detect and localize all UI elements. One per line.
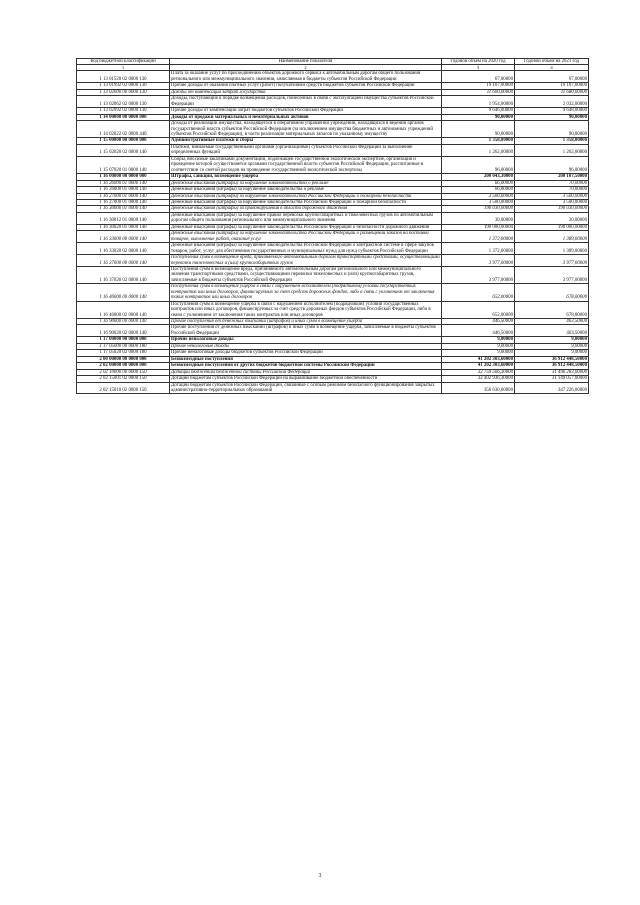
name-cell: Денежные взыскания (штрафы) за правонарушения в области дорожного движения <box>170 206 442 212</box>
value-2021-cell: 1 389,00000 <box>515 243 589 255</box>
page-number: 3 <box>318 873 322 879</box>
code-cell: 1 14 02022 02 0000 440 <box>77 121 170 138</box>
budget-table <box>76 58 589 394</box>
value-2021-cell: 70,00000 <box>515 180 589 186</box>
value-2021-cell: 2 032,00000 <box>515 96 589 108</box>
value-2020-cell: 90,00000 <box>442 121 515 138</box>
header-name: Наименование показателя <box>170 59 442 65</box>
header-2020: Годовой объем на 2020 год <box>442 59 515 65</box>
value-2020-cell: 3 500,00000 <box>442 193 515 199</box>
value-2020-cell: 1 372,00000 <box>442 231 515 243</box>
code-cell: 2 02 15010 02 0000 150 <box>77 382 170 394</box>
table-row <box>77 325 589 337</box>
value-2020-cell: 446,50000 <box>442 319 515 325</box>
code-cell: 2 02 15001 02 0000 150 <box>77 376 170 382</box>
code-cell: 1 16 46000 02 0000 140 <box>77 301 170 318</box>
code-cell: 1 16 27000 01 0000 140 <box>77 199 170 205</box>
table-body <box>77 71 589 394</box>
value-2021-cell: 463,50000 <box>515 325 589 337</box>
table-row <box>77 156 589 173</box>
name-cell: Административные платежи и сборы <box>170 138 442 144</box>
code-cell: 1 16 26000 01 0000 140 <box>77 187 170 193</box>
value-2021-cell: 3 500,00000 <box>515 199 589 205</box>
code-cell: 1 16 46000 00 0000 140 <box>77 284 170 301</box>
name-cell: Денежные взыскания (штрафы) за нарушение законодательства Российской Федерации о размещении заказов на поставки товаров, выполнение работ, оказание услуг <box>170 231 442 243</box>
value-2021-cell: 67,00000 <box>515 71 589 83</box>
name-cell: Безвозмездные поступления от других бюджетов бюджетной системы Российской Федерации <box>170 363 442 369</box>
value-2020-cell: 9 646,00000 <box>442 108 515 114</box>
code-cell: 1 15 07020 01 0000 140 <box>77 156 170 173</box>
value-2021-cell: 3 977,00000 <box>515 266 589 283</box>
name-cell: Денежные взыскания (штрафы) за нарушение законодательства Российской Федерации о пожарной безопасности <box>170 193 442 199</box>
code-cell: 1 17 00000 00 0000 000 <box>77 337 170 343</box>
value-2021-cell: 19 107,00000 <box>515 83 589 89</box>
name-cell: Денежные взыскания (штрафы) за нарушение законодательства Российской Федерации о контрактной системе в сфере закупок товаров, работ, услуг для обеспечения государственных и муниципальных нужд для нужд субъектов Российской Федерации <box>170 243 442 255</box>
code-cell: 1 13 02062 02 0000 130 <box>77 96 170 108</box>
name-cell: Дотации бюджетам субъектов Российской Федерации на выравнивание бюджетной обеспеченности <box>170 376 442 382</box>
value-2020-cell: 3 977,00000 <box>442 266 515 283</box>
header-2021: Годовой объем на 2021 год <box>515 59 589 65</box>
table-row <box>77 96 589 108</box>
code-cell: 1 16 90000 00 0000 140 <box>77 319 170 325</box>
value-2021-cell: 11 680,00000 <box>515 89 589 95</box>
value-2021-cell: 9,00000 <box>515 337 589 343</box>
value-2020-cell: 652,00000 <box>442 284 515 301</box>
value-2021-cell: 1 358,00000 <box>515 138 589 144</box>
value-2021-cell: 3 500,00000 <box>515 193 589 199</box>
table-row <box>77 284 589 301</box>
name-cell: Доходы, поступающие в порядке возмещения расходов, понесенных в связи с эксплуатацией имущества субъектов Российской Федерации <box>170 96 442 108</box>
name-cell: Доходы от реализации имущества, находящегося в оперативном управлении учреждений, находящихся в ведении органов государственной власти субъектов Российской Федерации (за исключением имущества бюджетных и автономных учреждений субъектов Российской Федерации), в части реализации материальных запасов по указанному имуществу <box>170 121 442 138</box>
value-2021-cell: 200 107,50000 <box>515 174 589 180</box>
name-cell: Прочие поступления от денежных взысканий (штрафов) и иных сумм в возмещение ущерба <box>170 319 442 325</box>
value-2021-cell: 70,00000 <box>515 187 589 193</box>
name-cell: Безвозмездные поступления <box>170 356 442 362</box>
value-2020-cell: 190 000,00000 <box>442 224 515 230</box>
name-cell: Прочие неналоговые доходы <box>170 337 442 343</box>
code-cell: 1 17 05020 02 0000 180 <box>77 350 170 356</box>
code-cell: 2 02 10000 00 0000 150 <box>77 369 170 375</box>
value-2021-cell: 678,00000 <box>515 301 589 318</box>
value-2020-cell: 1 358,00000 <box>442 138 515 144</box>
name-cell: Сборы, вносимые заказчиками документации, подлежащей государственной экологической экспертизе, организация и проведение которой осуществляется органами государственной власти субъектов Российской Федерации, рассчитанные в соответствии со сметой расходов на проведение государственной экологической экспертизы <box>170 156 442 173</box>
value-2020-cell: 9,00000 <box>442 350 515 356</box>
value-2020-cell: 41 202 303,60000 <box>442 356 515 362</box>
code-cell: 1 17 05000 00 0000 180 <box>77 343 170 349</box>
value-2021-cell: 31 149 057,00000 <box>515 376 589 382</box>
value-2021-cell: 9,00000 <box>515 343 589 349</box>
name-cell: Прочие неналоговые доходы <box>170 343 442 349</box>
code-cell: 1 13 02000 00 0000 130 <box>77 89 170 95</box>
value-2020-cell: 1 954,00000 <box>442 96 515 108</box>
code-cell: 1 16 00000 00 0000 000 <box>77 174 170 180</box>
name-cell: Дотации бюджетам субъектов Российской Федерации, связанные с особым режимом безопасного функционирования закрытых административно-территориальных образований <box>170 382 442 394</box>
value-2020-cell: 66,00000 <box>442 187 515 193</box>
value-2020-cell: 19 107,00000 <box>442 83 515 89</box>
value-2020-cell: 356 630,00000 <box>442 382 515 394</box>
name-cell: Денежные взыскания (штрафы) за нарушение правил перевозки крупногабаритных и тяжеловесных грузов по автомобильным дорогам общего пользования регионального или межмуниципального значения <box>170 212 442 224</box>
value-2020-cell: 9,00000 <box>442 337 515 343</box>
value-2020-cell: 1 372,00000 <box>442 243 515 255</box>
code-cell: 1 16 37020 02 0000 140 <box>77 266 170 283</box>
table-row <box>77 266 589 283</box>
code-cell: 1 13 02992 02 0000 130 <box>77 108 170 114</box>
name-cell: Поступления сумм в возмещение вреда, причиняемого автомобильным дорогам транспортными средствами, осуществляющими перевозки тяжеловесных и (или) крупногабаритных грузов <box>171 255 440 266</box>
code-cell: 1 13 01520 02 0000 130 <box>77 71 170 83</box>
table-row <box>77 212 589 224</box>
value-2020-cell: 41 202 303,60000 <box>442 363 515 369</box>
value-2020-cell: 11 600,00000 <box>442 89 515 95</box>
value-2020-cell: 446,50000 <box>442 325 515 337</box>
code-cell: 1 14 00000 00 0000 000 <box>77 114 170 120</box>
value-2021-cell: 36 912 448,50000 <box>515 363 589 369</box>
table-row <box>77 301 589 318</box>
value-2021-cell: 31 496 283,00000 <box>515 369 589 375</box>
value-2020-cell: 32 759 566,30000 <box>442 369 515 375</box>
value-2021-cell: 190 000,00000 <box>515 224 589 230</box>
code-cell: 1 15 00000 00 0000 000 <box>77 138 170 144</box>
value-2020-cell: 67,00000 <box>442 71 515 83</box>
name-cell: Денежные взыскания (штрафы) за нарушение законодательства о рекламе <box>170 180 442 186</box>
name-cell: Денежные взыскания (штрафы) за нарушение законодательства Российской Федерации о безопасности дорожного движения <box>170 224 442 230</box>
name-cell: Платежи, взимаемые государственными органами (организациями) субъектов Российской Федерации за выполнение определенных функций <box>170 144 442 156</box>
value-2021-cell: 30,00000 <box>515 212 589 224</box>
value-2021-cell: 347 226,00000 <box>515 382 589 394</box>
name-cell: Прочие доходы от компенсации затрат бюджетов субъектов Российской Федерации <box>170 108 442 114</box>
value-2020-cell: 190 030,00000 <box>442 206 515 212</box>
name-cell: Дотации бюджетам бюджетной системы Российской Федерации <box>170 369 442 375</box>
name-cell: Денежные взыскания (штрафы) за нарушение законодательства о рекламе <box>170 187 442 193</box>
value-2020-cell: 3 500,00000 <box>442 199 515 205</box>
name-cell: Доходы от компенсации затрат государства <box>170 89 442 95</box>
table-row <box>77 255 589 267</box>
column-index: 2 <box>170 65 442 71</box>
value-2021-cell: 463,50000 <box>515 319 589 325</box>
name-cell: Прочие поступления от денежных взысканий (штрафов) и иных сумм в возмещение ущерба, зачисляемые в бюджеты субъектов Российской Федерации <box>170 325 442 337</box>
value-2021-cell: 3 977,00000 <box>515 255 589 267</box>
code-cell: 1 16 26000 01 0000 140 <box>77 180 170 186</box>
name-cell: Поступления сумм в возмещение вреда, причиняемого автомобильным дорогам регионального или межмуниципального значения транспортными средствами, осуществляющими перевозки тяжеловесных и (или) крупногабаритных грузов, зачисляемые в бюджеты субъектов Российской Федерации <box>170 266 442 283</box>
table-row <box>77 231 589 243</box>
value-2020-cell: 96,00000 <box>442 156 515 173</box>
value-2021-cell: 90,00000 <box>515 121 589 138</box>
column-index: 4 <box>515 65 589 71</box>
value-2020-cell: 30,00000 <box>442 212 515 224</box>
table-row <box>77 382 589 394</box>
code-cell: 1 16 30012 01 0000 140 <box>77 212 170 224</box>
value-2021-cell: 96,00000 <box>515 156 589 173</box>
code-cell: 2 00 00000 00 0000 000 <box>77 356 170 362</box>
value-2020-cell: 1 262,00000 <box>442 144 515 156</box>
column-index: 1 <box>77 65 170 71</box>
code-cell: 1 16 90020 02 0000 140 <box>77 325 170 337</box>
name-cell: Поступления сумм в возмещение ущерба в связи с нарушением исполнителем (подрядчиком) условий государственных контрактов или иных договоров, финансируемых за счет средств дорожных фондов, либо в связи с уклонением от заключения таких контрактов или иных договоров <box>170 284 442 301</box>
value-2021-cell: 1 262,00000 <box>515 144 589 156</box>
code-cell: 1 15 02020 02 0000 140 <box>77 144 170 156</box>
table-row <box>77 121 589 138</box>
name-cell: Прочие доходы от оказания платных услуг (работ) получателями средств бюджетов субъектов Российской Федерации <box>170 83 442 89</box>
value-2021-cell: 90,00000 <box>515 114 589 120</box>
value-2020-cell: 200 043,30000 <box>442 174 515 180</box>
code-cell: 1 16 30000 01 0000 140 <box>77 206 170 212</box>
value-2020-cell: 9,00000 <box>442 343 515 349</box>
code-cell: 1 13 01992 02 0000 130 <box>77 83 170 89</box>
name-cell: Прочие неналоговые доходы бюджетов субъектов Российской Федерации <box>170 350 442 356</box>
table-row <box>77 144 589 156</box>
value-2021-cell: 190 030,00000 <box>515 206 589 212</box>
column-index: 3 <box>442 65 515 71</box>
name-cell: Поступления сумм в возмещение ущерба в связи с нарушением исполнителем (подрядчиком) условий государственных контрактов или иных договоров, финансируемых за счет средств дорожных фондов субъектов Российской Федерации, либо в связи с уклонением от заключения таких контрактов или иных договоров <box>170 301 442 318</box>
name-cell: Доходы от продажи материальных и нематериальных активов <box>170 114 442 120</box>
header-code: Код бюджетной классификации <box>77 59 170 65</box>
code-cell: 1 16 27000 01 0000 140 <box>77 193 170 199</box>
value-2020-cell: 652,00000 <box>442 301 515 318</box>
value-2021-cell: 36 912 448,50000 <box>515 356 589 362</box>
value-2020-cell: 3 977,00000 <box>442 255 515 267</box>
value-2021-cell: 1 389,00000 <box>515 231 589 243</box>
table-row <box>77 71 589 83</box>
value-2020-cell: 90,00000 <box>442 114 515 120</box>
name-cell: Штрафы, санкции, возмещение ущерба <box>170 174 442 180</box>
value-2021-cell: 9,00000 <box>515 350 589 356</box>
name-cell: Денежные взыскания (штрафы) за нарушение законодательства Российской Федерации о пожарной безопасности <box>170 199 442 205</box>
code-cell: 1 16 37000 00 0000 140 <box>77 255 170 267</box>
value-2021-cell: 9 648,00000 <box>515 108 589 114</box>
value-2020-cell: 66,00000 <box>442 180 515 186</box>
code-cell: 1 16 33020 02 0000 140 <box>77 243 170 255</box>
value-2020-cell: 32 402 936,30000 <box>442 376 515 382</box>
table-row <box>77 243 589 255</box>
code-cell: 2 02 00000 00 0000 000 <box>77 363 170 369</box>
name-cell: Плата за оказание услуг по присоединению объектов дорожного сервиса к автомобильным дорогам общего пользования регионального или межмуниципального значения, зачисляемая в бюджеты субъектов Российской Федерации <box>170 71 442 83</box>
value-2021-cell: 678,00000 <box>515 284 589 301</box>
code-cell: 1 16 30020 01 0000 140 <box>77 224 170 230</box>
code-cell: 1 16 33000 00 0000 140 <box>77 231 170 243</box>
